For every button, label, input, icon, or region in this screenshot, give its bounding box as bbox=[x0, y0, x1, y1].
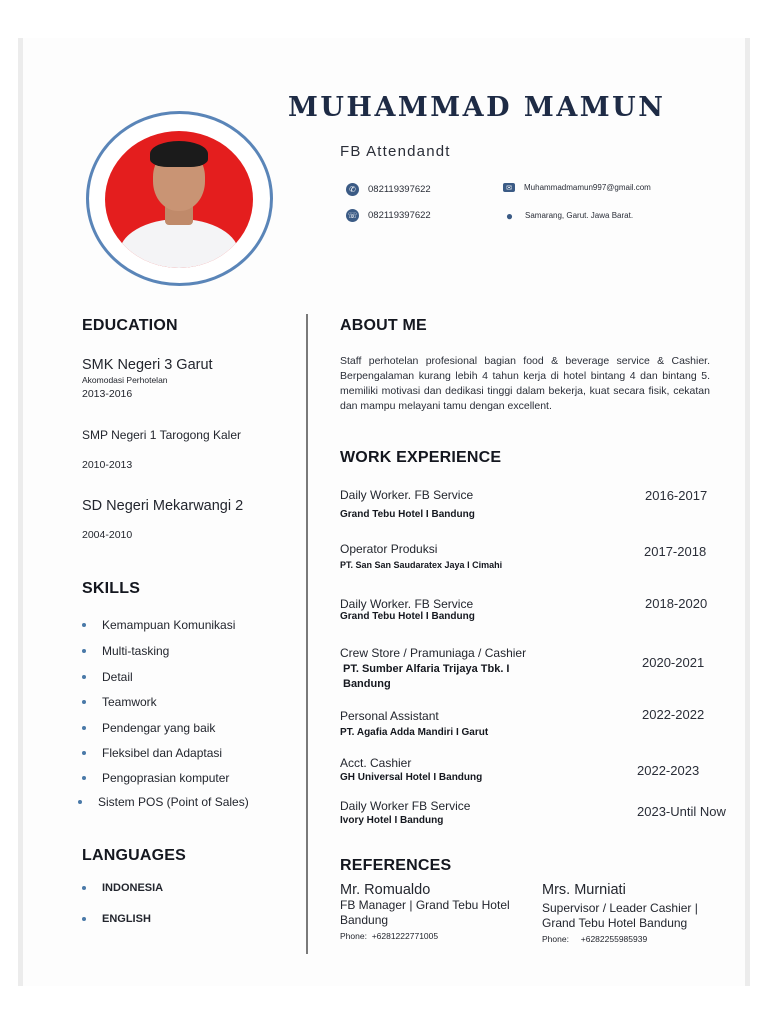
job-position: Daily Worker FB Service bbox=[340, 799, 471, 813]
contact-email bbox=[503, 183, 651, 192]
job-period: 2016-2017 bbox=[645, 488, 708, 503]
job-position: Personal Assistant bbox=[340, 709, 439, 723]
candidate-role: FB Attendandt bbox=[340, 143, 451, 160]
education-school: SMK Negeri 3 Garut bbox=[82, 357, 213, 373]
job-company: Grand Tebu Hotel I Bandung bbox=[340, 509, 475, 520]
profile-photo bbox=[105, 131, 253, 268]
phone-number: 082119397622 bbox=[368, 184, 431, 195]
reference-role: Supervisor / Leader Cashier | Grand Tebu Hotel Bandung bbox=[542, 901, 698, 930]
job-position: Crew Store / Pramuniaga / Cashier bbox=[340, 646, 527, 660]
reference-phone: +6281222771005 bbox=[371, 931, 439, 941]
job-position: Operator Produksi bbox=[340, 542, 438, 556]
phone-label: Phone: bbox=[340, 931, 367, 941]
education-major: Akomodasi Perhotelan bbox=[82, 375, 168, 385]
job-company: GH Universal Hotel I Bandung bbox=[340, 772, 483, 783]
skill-item: Pengoprasian komputer bbox=[82, 771, 229, 785]
reference-phone-row bbox=[340, 931, 438, 941]
reference-name: Mr. Romualdo bbox=[340, 882, 431, 898]
job-company: PT. San San Saudaratex Jaya I Cimahi bbox=[340, 560, 503, 570]
education-school: SMP Negeri 1 Tarogong Kaler bbox=[82, 428, 241, 442]
candidate-name: MUHAMMAD MAMUN bbox=[288, 92, 666, 123]
mail-icon: ✉ bbox=[503, 183, 515, 192]
skills-heading: SKILLS bbox=[82, 580, 141, 597]
skill-item: Teamwork bbox=[82, 695, 157, 709]
languages-heading: LANGUAGES bbox=[82, 847, 187, 864]
location-pin-icon: ● bbox=[505, 208, 514, 223]
contact-phone bbox=[346, 183, 431, 196]
skill-item: Multi-tasking bbox=[82, 644, 169, 658]
column-divider bbox=[306, 314, 308, 954]
reference-name: Mrs. Murniati bbox=[542, 882, 626, 898]
reference-phone-row bbox=[542, 934, 647, 944]
job-position: Daily Worker. FB Service bbox=[340, 597, 474, 611]
references-heading: REFERENCES bbox=[340, 857, 452, 874]
education-years: 2013-2016 bbox=[82, 388, 133, 400]
skill-item: Pendengar yang baik bbox=[82, 721, 215, 735]
language-item: INDONESIA bbox=[82, 882, 163, 894]
skill-item: Fleksibel dan Adaptasi bbox=[82, 746, 222, 760]
job-company: PT. Sumber Alfaria Trijaya Tbk. I Bandung bbox=[343, 663, 510, 690]
job-period: 2023-Until Now bbox=[637, 804, 726, 819]
skill-item: Detail bbox=[82, 670, 133, 684]
job-company: Ivory Hotel I Bandung bbox=[340, 815, 444, 826]
job-position: Daily Worker. FB Service bbox=[340, 488, 474, 502]
reference-role: FB Manager | Grand Tebu Hotel Bandung bbox=[340, 898, 510, 927]
job-company: Grand Tebu Hotel I Bandung bbox=[340, 611, 475, 622]
job-period: 2020-2021 bbox=[642, 655, 705, 670]
job-period: 2022-2022 bbox=[642, 707, 705, 722]
reference-phone: +6282255985939 bbox=[580, 934, 648, 944]
whatsapp-icon: ☏ bbox=[347, 211, 358, 220]
skill-item: Sistem POS (Point of Sales) bbox=[78, 795, 249, 809]
job-company: PT. Agafia Adda Mandiri I Garut bbox=[340, 727, 489, 738]
home-address: Samarang, Garut. Jawa Barat. bbox=[525, 211, 634, 220]
email-address: Muhammadmamun997@gmail.com bbox=[524, 183, 651, 192]
language-item: ENGLISH bbox=[82, 913, 151, 925]
education-years: 2004-2010 bbox=[82, 529, 133, 541]
education-heading: EDUCATION bbox=[82, 317, 178, 334]
experience-heading: WORK EXPERIENCE bbox=[340, 449, 502, 466]
phone-label: Phone: bbox=[542, 934, 569, 944]
education-school: SD Negeri Mekarwangi 2 bbox=[82, 498, 244, 514]
job-position: Acct. Cashier bbox=[340, 756, 412, 770]
about-text: Staff perhotelan profesional bagian food & beverage service & Cashier. Berpengalaman kurang lebih 4 tahun kerja di hotel bintang 4 dan bintang 5. memiliki motivasi dan dedikasi tinggi dalam bekerja, kuat secara fisik, cekatan dan mampu melayani tamu dengan excellent. bbox=[340, 355, 710, 412]
whatsapp-number: 082119397622 bbox=[368, 210, 431, 221]
education-years: 2010-2013 bbox=[82, 459, 133, 471]
skill-item: Kemampuan Komunikasi bbox=[82, 618, 235, 632]
job-period: 2018-2020 bbox=[645, 596, 708, 611]
contact-address bbox=[503, 209, 633, 222]
job-period: 2017-2018 bbox=[644, 544, 707, 559]
about-heading: ABOUT ME bbox=[340, 317, 427, 334]
contact-whatsapp bbox=[346, 209, 431, 222]
phone-icon: ✆ bbox=[346, 183, 359, 196]
job-period: 2022-2023 bbox=[637, 763, 700, 778]
